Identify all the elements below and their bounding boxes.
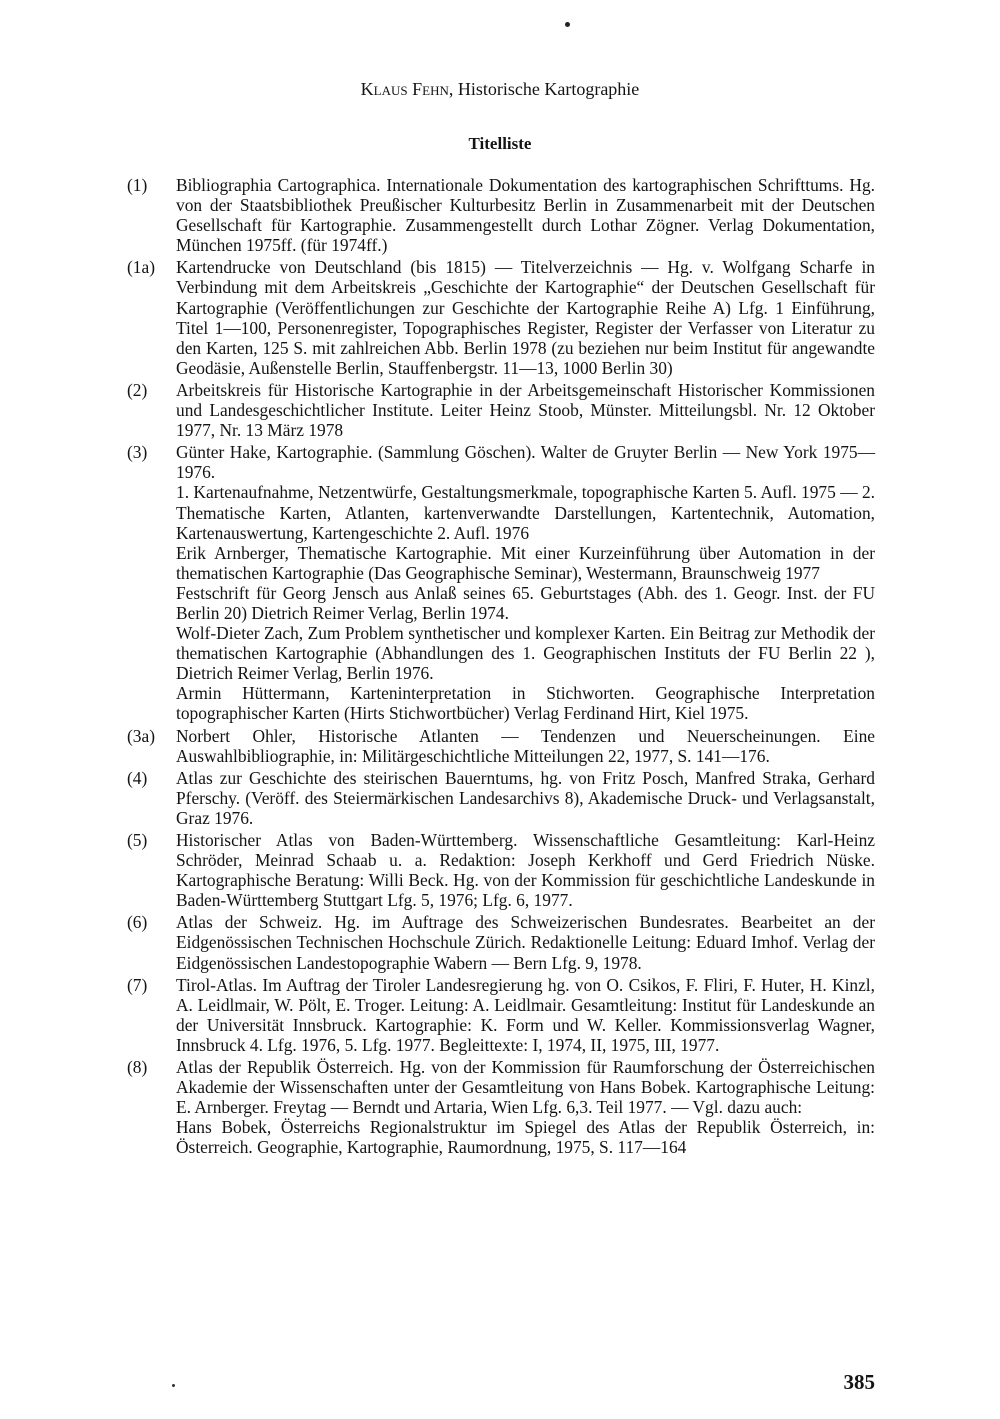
- page-number: 385: [843, 1370, 875, 1394]
- entry-number: (1a): [127, 257, 155, 278]
- entry-body: [176, 380, 875, 440]
- running-head-title: Historische Kartographie: [457, 79, 640, 99]
- entry-number: (8): [127, 1057, 148, 1078]
- bibliography-entry: [127, 1057, 875, 1157]
- ink-speck: [172, 1384, 175, 1387]
- running-head-separator: ,: [448, 79, 458, 99]
- bibliography-entry: [127, 380, 875, 440]
- entry-text: Günter Hake, Kartographie. (Sammlung Göschen). Walter de Gruyter Berlin — New York 1975—1976.: [176, 442, 875, 483]
- entry-body: [176, 726, 875, 766]
- entry-number: (6): [127, 912, 148, 933]
- bibliography-entry: [127, 912, 875, 972]
- entry-text: Norbert Ohler, Historische Atlanten — Tendenzen und Neuerscheinungen. Eine Auswahlbibliographie, in: Militärgeschichtliche Mitteilungen 22, 1977, S. 141—176.: [176, 725, 875, 766]
- entry-body: [176, 912, 875, 972]
- entry-body: [176, 442, 875, 723]
- bibliography-entry: [127, 442, 875, 723]
- entry-subitem: Erik Arnberger, Thematische Kartographie. Mit einer Kurzeinführung über Automation in der thematischen Kartographie (Das Geographische Seminar), Westermann, Braunschweig 1977: [176, 542, 875, 583]
- bibliography-entry: [127, 830, 875, 910]
- entry-text: Atlas der Schweiz. Hg. im Auftrage des Schweizerischen Bundesrates. Bearbeitet an der Eidgenössischen Technischen Hochschule Zürich. Redaktionelle Leitung: Eduard Imhof. Verlag der Eidgenössischen Landestopographie Wabern — Bern Lfg. 9, 1978.: [176, 912, 875, 973]
- entry-subitem: Armin Hüttermann, Karteninterpretation in Stichworten. Geographische Interpretation topographischer Karten (Hirts Stichwortbücher) Verlag Ferdinand Hirt, Kiel 1975.: [176, 683, 875, 724]
- entry-text: Atlas der Republik Österreich. Hg. von der Kommission für Raumforschung der Österreichischen Akademie der Wissenschaften unter der Gesamtleitung von Hans Bobek. Kartographische Leitung: E. Arnberger. Freytag — Berndt und Artaria, Wien Lfg. 6,3. Teil 1977. — Vgl. dazu auch:: [176, 1057, 875, 1118]
- entry-number: (3): [127, 442, 148, 463]
- running-head: [0, 79, 1000, 100]
- bibliography-entry: [127, 175, 875, 255]
- entry-body: [176, 975, 875, 1055]
- section-title: Titelliste: [468, 134, 532, 153]
- entry-number: (7): [127, 974, 148, 995]
- entry-body: [176, 768, 875, 828]
- bibliography-entry: [127, 726, 875, 766]
- entry-number: (5): [127, 830, 148, 850]
- entry-body: [176, 257, 875, 378]
- entry-number: (3a): [127, 725, 155, 746]
- bibliography-entry: [127, 975, 875, 1055]
- entry-body: [176, 1057, 875, 1157]
- entry-text: Atlas zur Geschichte des steirischen Bauerntums, hg. von Fritz Posch, Manfred Straka, Gerhard Pferschy. (Veröff. des Steiermärkischen Landesarchivs 8), Akademische Druck- und Verlagsanstalt, Graz 1976.: [176, 767, 875, 828]
- running-head-author: Klaus Fehn: [360, 79, 449, 99]
- entry-subitem: 1. Kartenaufnahme, Netzentwürfe, Gestaltungsmerkmale, topographische Karten 5. Aufl. 1975 — 2. Thematische Karten, Atlanten, kartenverwandte Darstellungen, Kartentechnik, Automation, Kartenauswertung, Kartengeschichte 2. Aufl. 1976: [176, 482, 875, 543]
- entry-body: [176, 830, 875, 910]
- entry-body: [176, 175, 875, 255]
- bibliography-list: [127, 175, 875, 1160]
- ink-speck: [565, 22, 570, 27]
- entry-number: (2): [127, 379, 148, 400]
- entry-text: Kartendrucke von Deutschland (bis 1815) — Titelverzeichnis — Hg. v. Wolfgang Scharfe in Verbindung mit dem Arbeitskreis „Geschichte der Kartographie“ der Deutschen Gesellschaft für Kartographie (Veröffentlichungen zur Geschichte der Kartographie Reihe A) Lfg. 1 Einführung, Titel 1—100, Personenregister, Topographisches Register, Register der Verfasser von Literatur zu den Karten, 125 S. mit zahlreichen Abb. Berlin 1978 (zu beziehen nur beim Institut für angewandte Geodäsie, Außenstelle Berlin, Stauffenbergstr. 11—13, 1000 Berlin 30): [176, 257, 875, 378]
- entry-subitem: Festschrift für Georg Jensch aus Anlaß seines 65. Geburtstages (Abh. des 1. Geogr. Inst. der FU Berlin 20) Dietrich Reimer Verlag, Berlin 1974.: [176, 582, 875, 623]
- entry-subitem: Hans Bobek, Österreichs Regionalstruktur im Spiegel des Atlas der Republik Österreich, in: Österreich. Geographie, Kartographie, Raumordnung, 1975, S. 117—164: [176, 1117, 875, 1158]
- entry-number: (1): [127, 175, 148, 195]
- entry-text: Bibliographia Cartographica. Internationale Dokumentation des kartographischen Schrifttums. Hg. von der Staatsbibliothek Preußischer Kulturbesitz Berlin in Zusammenarbeit mit der Deutschen Gesellschaft für Kartographie. Zusammengestellt durch Lothar Zögner. Verlag Dokumentation, München 1975ff. (für 1974ff.): [176, 175, 875, 256]
- bibliography-entry: [127, 768, 875, 828]
- entry-subitem: Wolf-Dieter Zach, Zum Problem synthetischer und komplexer Karten. Ein Beitrag zur Methodik der thematischen Kartographie (Abhandlungen des 1. Geographischen Instituts der FU Berlin 22 ), Dietrich Reimer Verlag, Berlin 1976.: [176, 623, 875, 684]
- entry-number: (4): [127, 767, 148, 788]
- entry-text: Tirol-Atlas. Im Auftrag der Tiroler Landesregierung hg. von O. Csikos, F. Fliri, F. Huter, H. Kinzl, A. Leidlmair, W. Pölt, E. Troger. Leitung: A. Leidlmair. Gesamtleitung: Institut für Landeskunde an der Universität Innsbruck. Kartographie: K. Form und W. Keller. Kommissionsverlag Wagner, Innsbruck 4. Lfg. 1976, 5. Lfg. 1977. Begleittexte: I, 1974, II, 1975, III, 1977.: [176, 974, 875, 1055]
- entry-text: Historischer Atlas von Baden-Württemberg. Wissenschaftliche Gesamtleitung: Karl-Heinz Schröder, Meinrad Schaab u. a. Redaktion: Joseph Kerkhoff und Gerd Friedrich Nüske. Kartographische Beratung: Willi Beck. Hg. von der Kommission für geschichtliche Landeskunde in Baden-Württemberg Stuttgart Lfg. 5, 1976; Lfg. 6, 1977.: [176, 830, 875, 911]
- bibliography-entry: [127, 257, 875, 378]
- entry-text: Arbeitskreis für Historische Kartographie in der Arbeitsgemeinschaft Historischer Kommissionen und Landesgeschichtlicher Institute. Leiter Heinz Stoob, Münster. Mitteilungsbl. Nr. 12 Oktober 1977, Nr. 13 März 1978: [176, 379, 875, 441]
